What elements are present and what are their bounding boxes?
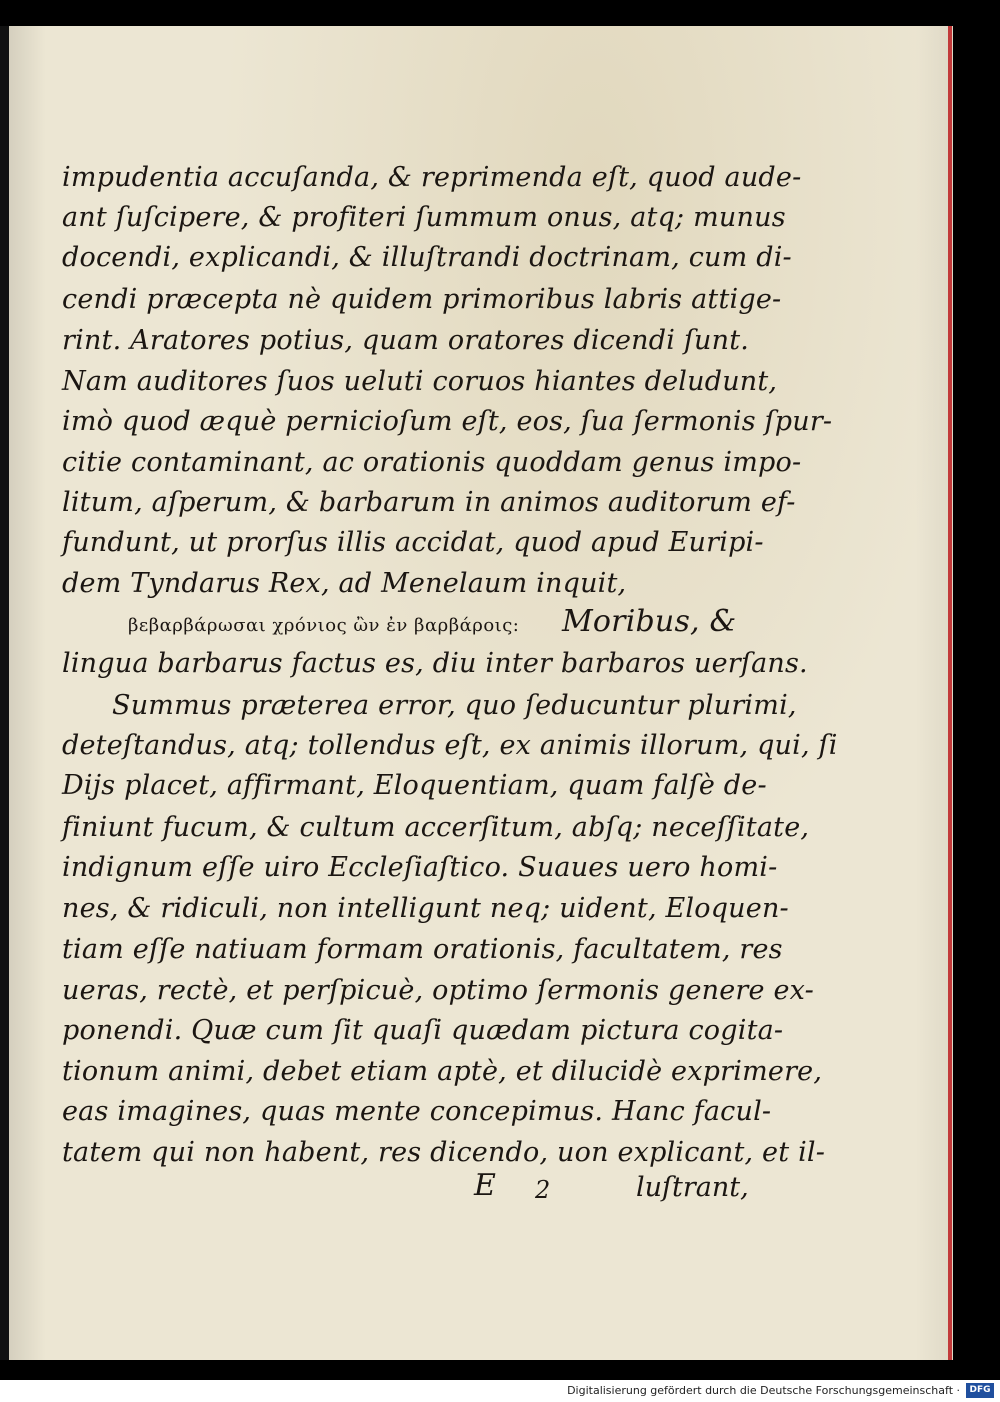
greek-quote-line <box>62 606 752 646</box>
text-line: Dijs placet, affirmant, Eloquentiam, quam falſè de- <box>62 770 767 801</box>
greek-quote: βεβαρβάρωσαι χρόνιος ὢν ἐν βαρβάροις: <box>128 615 520 636</box>
text-line: tiam eſſe natiuam formam orationis, facultatem, res <box>62 934 783 965</box>
text-line: cendi præcepta nè quidem primoribus labris attige- <box>62 284 782 315</box>
text-line: citie contaminant, ac orationis quoddam genus impo- <box>62 447 802 478</box>
text-line: dem Tyndarus Rex, ad Menelaum inquit, <box>62 568 627 599</box>
text-line: ponendi. Quæ cum ſit quaſi quædam pictura cogita- <box>62 1015 784 1046</box>
text-line: tionum animi, debet etiam aptè, et dilucidè exprimere, <box>62 1056 823 1087</box>
text-line: Summus præterea error, quo ſeducuntur plurimi, <box>112 690 797 721</box>
text-line: impudentia accuſanda, & reprimenda eſt, quod aude- <box>62 162 802 193</box>
text-line: lingua barbarus factus es, diu inter barbaros uerſans. <box>62 648 808 679</box>
text-line: indignum eſſe uiro Eccleſiaſtico. Suaues uero homi- <box>62 852 778 883</box>
text-line: fundunt, ut prorſus illis accidat, quod apud Euripi- <box>62 527 764 558</box>
signature-mark: E <box>474 1168 496 1203</box>
catchword: luſtrant, <box>636 1172 749 1203</box>
footer-bar <box>0 1380 1000 1402</box>
signature-number: 2 <box>535 1176 551 1204</box>
text-line: finiunt fucum, & cultum accerſitum, abſq; neceſſitate, <box>62 812 810 843</box>
text-line: ant ſuſcipere, & profiteri ſummum onus, atq; munus <box>62 202 786 233</box>
text-line: ueras, rectè, et perſpicuè, optimo ſermonis genere ex- <box>62 975 814 1006</box>
text-line: imò quod æquè pernicioſum eſt, eos, ſua ſermonis ſpur- <box>62 406 833 437</box>
text-line: nes, & ridiculi, non intelligunt neq; uident, Eloquen- <box>62 893 789 924</box>
text-line: rint. Aratores potius, quam oratores dicendi ſunt. <box>62 325 750 356</box>
latin-translation-start: Moribus, & <box>562 604 737 639</box>
text-line: docendi, explicandi, & illuſtrandi doctrinam, cum di- <box>62 242 792 273</box>
text-line: deteſtandus, atq; tollendus eſt, ex animis illorum, qui, ſi <box>62 730 838 761</box>
text-line: eas imagines, quas mente concepimus. Hanc facul- <box>62 1096 772 1127</box>
dfg-logo: DFG <box>966 1383 994 1398</box>
page-edge-shadow <box>0 26 9 1360</box>
footer-credit: Digitalisierung gefördert durch die Deutsche Forschungsgemeinschaft · <box>567 1384 960 1397</box>
text-line: litum, aſperum, & barbarum in animos auditorum ef- <box>62 487 796 518</box>
text-line: Nam auditores ſuos ueluti coruos hiantes deludunt, <box>62 366 778 397</box>
page-edge-red <box>948 26 952 1360</box>
text-line: tatem qui non habent, res dicendo, uon explicant, et il- <box>62 1137 826 1168</box>
